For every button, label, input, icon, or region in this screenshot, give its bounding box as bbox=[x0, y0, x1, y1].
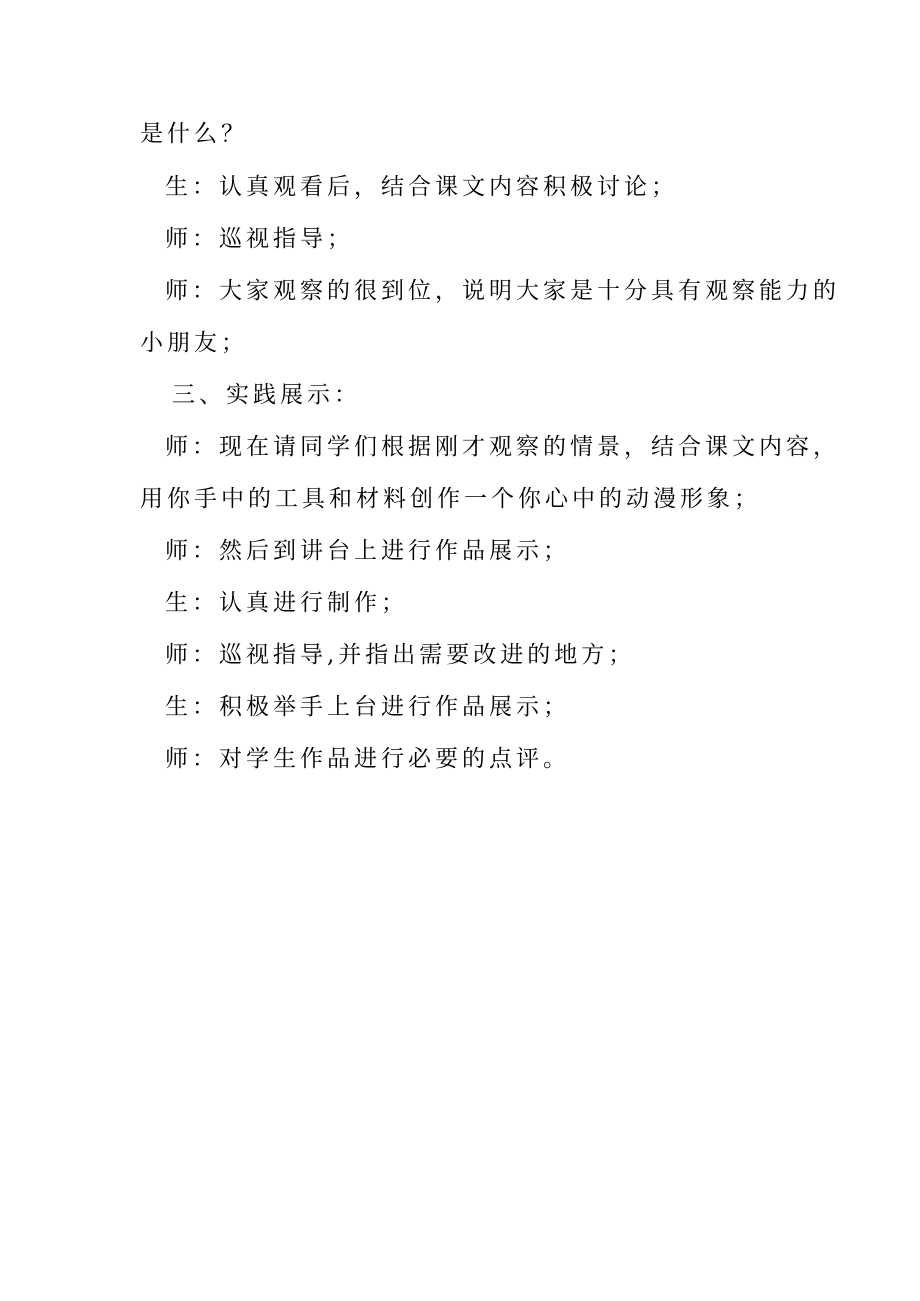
section-heading: 三、实践展示： bbox=[172, 382, 361, 408]
text-line-teacher-improvement: 师：巡视指导,并指出需要改进的地方； bbox=[165, 642, 636, 668]
text-line-student-showcase: 生：积极举手上台进行作品展示； bbox=[165, 694, 570, 720]
text-line-continuation: 是什么？ bbox=[140, 121, 248, 147]
text-line-teacher-praise: 师：大家观察的很到位，说明大家是十分具有观察能力的 bbox=[165, 278, 840, 304]
text-line-teacher-review: 师：对学生作品进行必要的点评。 bbox=[165, 746, 570, 772]
text-line-student-making: 生：认真进行制作； bbox=[165, 590, 408, 616]
text-line-teacher-showcase: 师：然后到讲台上进行作品展示； bbox=[165, 538, 570, 564]
text-line-praise-continuation: 小朋友； bbox=[140, 330, 248, 356]
text-line-teacher-guidance: 师：巡视指导； bbox=[165, 226, 354, 252]
text-line-instruction-continuation: 用你手中的工具和材料创作一个你心中的动漫形象； bbox=[140, 486, 761, 512]
text-line-teacher-instruction: 师：现在请同学们根据刚才观察的情景，结合课文内容， bbox=[165, 434, 840, 460]
text-line-student-discussion: 生：认真观看后，结合课文内容积极讨论； bbox=[165, 174, 678, 200]
